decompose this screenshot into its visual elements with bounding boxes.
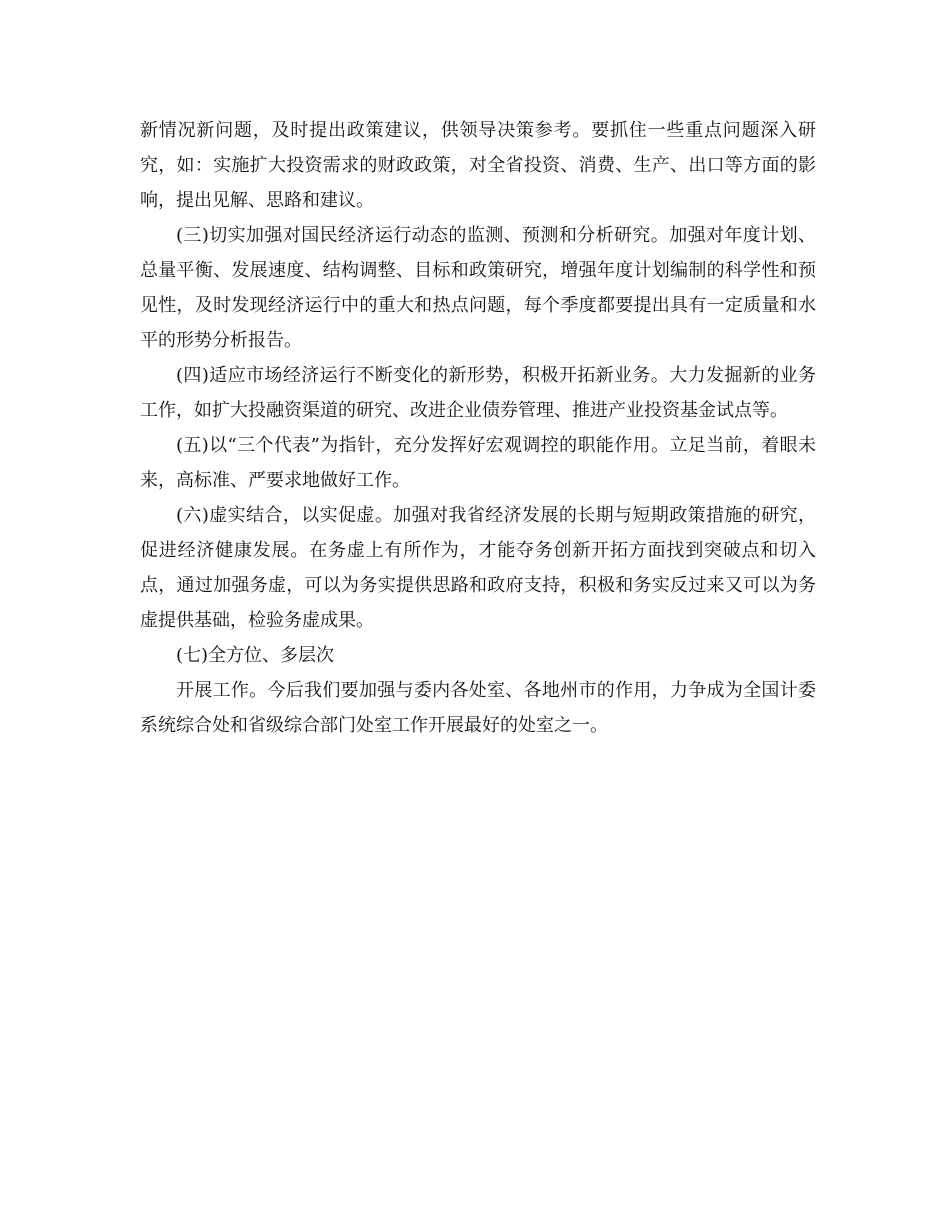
paragraph-item-4: (四)适应市场经济运行不断变化的新形势，积极开拓新业务。大力发掘新的业务工作，如扩大投融资渠道的研究、改进企业债券管理、推进产业投资基金试点等。 [140, 365, 816, 421]
paragraph-item-7-continued: 开展工作。今后我们要加强与委内各处室、各地州市的作用，力争成为全国计委系统综合处和省级综合部门处室工作开展最好的处室之一。 [140, 680, 816, 736]
paragraph-item-7: (七)全方位、多层次 [176, 645, 335, 666]
document-body [140, 113, 816, 743]
paragraph-continuation: 新情况新问题，及时提出政策建议，供领导决策参考。要抓住一些重点问题深入研究，如：实施扩大投资需求的财政政策，对全省投资、消费、生产、出口等方面的影响，提出见解、思路和建议。 [140, 120, 816, 211]
paragraph-item-5: (五)以“三个代表”为指针，充分发挥好宏观调控的职能作用。立足当前，着眼未来，高标准、严要求地做好工作。 [140, 435, 816, 491]
paragraph-item-3: (三)切实加强对国民经济运行动态的监测、预测和分析研究。加强对年度计划、总量平衡、发展速度、结构调整、目标和政策研究，增强年度计划编制的科学性和预见性，及时发现经济运行中的重大和热点问题，每个季度都要提出具有一定质量和水平的形势分析报告。 [140, 225, 816, 351]
paragraph-item-6: (六)虚实结合，以实促虚。加强对我省经济发展的长期与短期政策措施的研究，促进经济健康发展。在务虚上有所作为，才能夺务创新开拓方面找到突破点和切入点，通过加强务虚，可以为务实提供思路和政府支持，积极和务实反过来又可以为务虚提供基础，检验务虚成果。 [140, 505, 816, 631]
